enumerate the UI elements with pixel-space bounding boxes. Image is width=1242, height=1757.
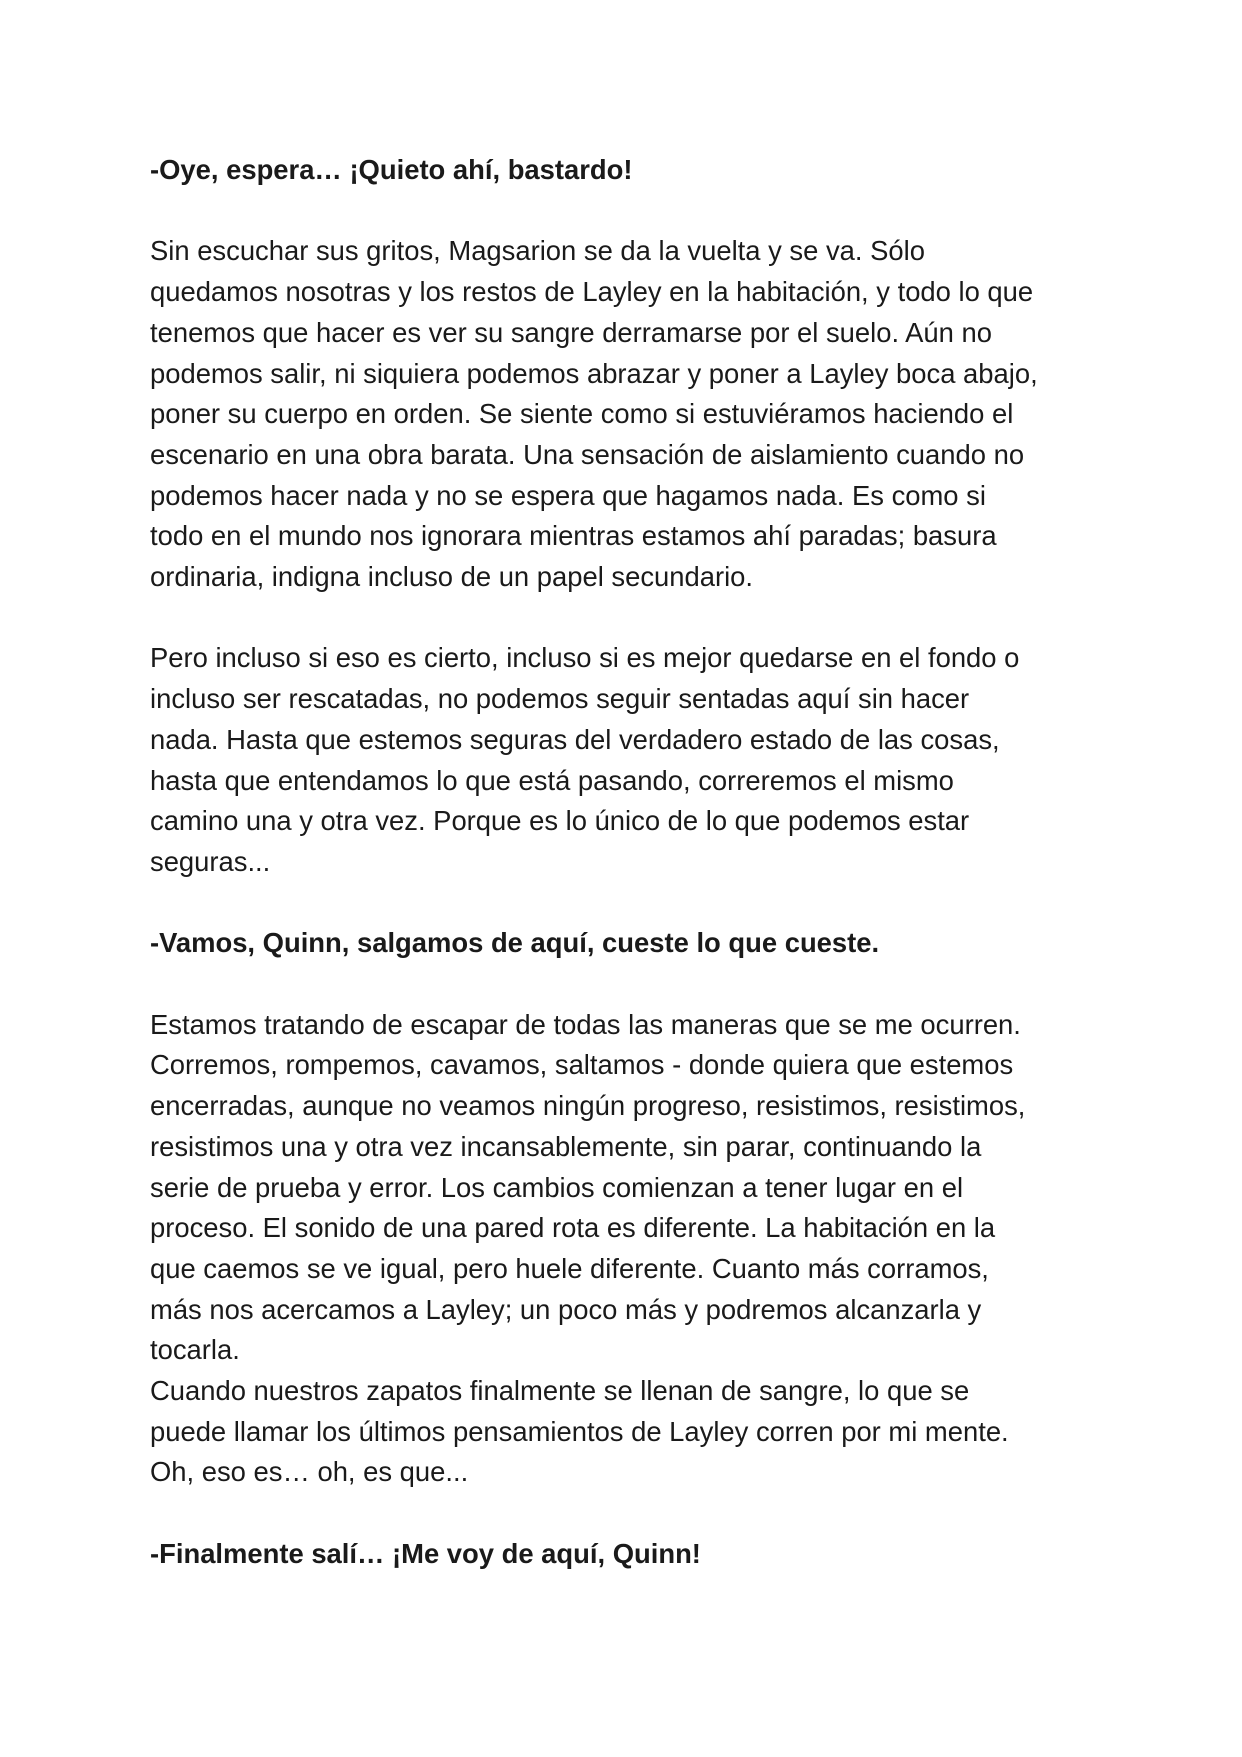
dialogue-line-3: -Finalmente salí… ¡Me voy de aquí, Quinn!	[150, 1537, 701, 1569]
narrative-paragraph-2: Pero incluso si eso es cierto, incluso si es mejor quedarse en el fondo o incluso ser rescatadas, no podemos seguir sentadas aquí sin hacer nada. Hasta que estemos seguras del verdadero estado de las cosas, hasta que entendamos lo que está pasando, correremos el mismo camino una y otra vez. Porque es lo único de lo que podemos estar seguras...	[150, 642, 1020, 877]
narrative-paragraph-4: Cuando nuestros zapatos finalmente se llenan de sangre, lo que se puede llamar los últimos pensamientos de Layley corren por mi mente. Oh, eso es… oh, es que...	[150, 1375, 1009, 1488]
narrative-paragraph-1: Sin escuchar sus gritos, Magsarion se da la vuelta y se va. Sólo quedamos nosotras y los restos de Layley en la habitación, y todo lo que tenemos que hacer es ver su sangre derramarse por el suelo. Aún no podemos salir, ni siquiera podemos abrazar y poner a Layley boca abajo, poner su cuerpo en orden. Se siente como si estuviéramos haciendo el escenario en una obra barata. Una sensación de aislamiento cuando no podemos hacer nada y no se espera que hagamos nada. Es como si todo en el mundo nos ignorara mientras estamos ahí paradas; basura ordinaria, indigna incluso de un papel secundario.	[150, 235, 1038, 593]
narrative-paragraph-3: Estamos tratando de escapar de todas las maneras que se me ocurren. Corremos, rompemos, cavamos, saltamos - donde quiera que estemos encerradas, aunque no veamos ningún progreso, resistimos, resistimos, resistimos una y otra vez incansablemente, sin parar, continuando la serie de prueba y error. Los cambios comienzan a tener lugar en el proceso. El sonido de una pared rota es diferente. La habitación en la que caemos se ve igual, pero huele diferente. Cuanto más corramos, más nos acercamos a Layley; un poco más y podremos alcanzarla y tocarla.	[150, 1008, 1026, 1366]
dialogue-line-2: -Vamos, Quinn, salgamos de aquí, cueste lo que cueste.	[150, 927, 880, 959]
dialogue-line-1: -Oye, espera… ¡Quieto ahí, bastardo!	[150, 154, 633, 185]
document-page	[150, 150, 1100, 1615]
